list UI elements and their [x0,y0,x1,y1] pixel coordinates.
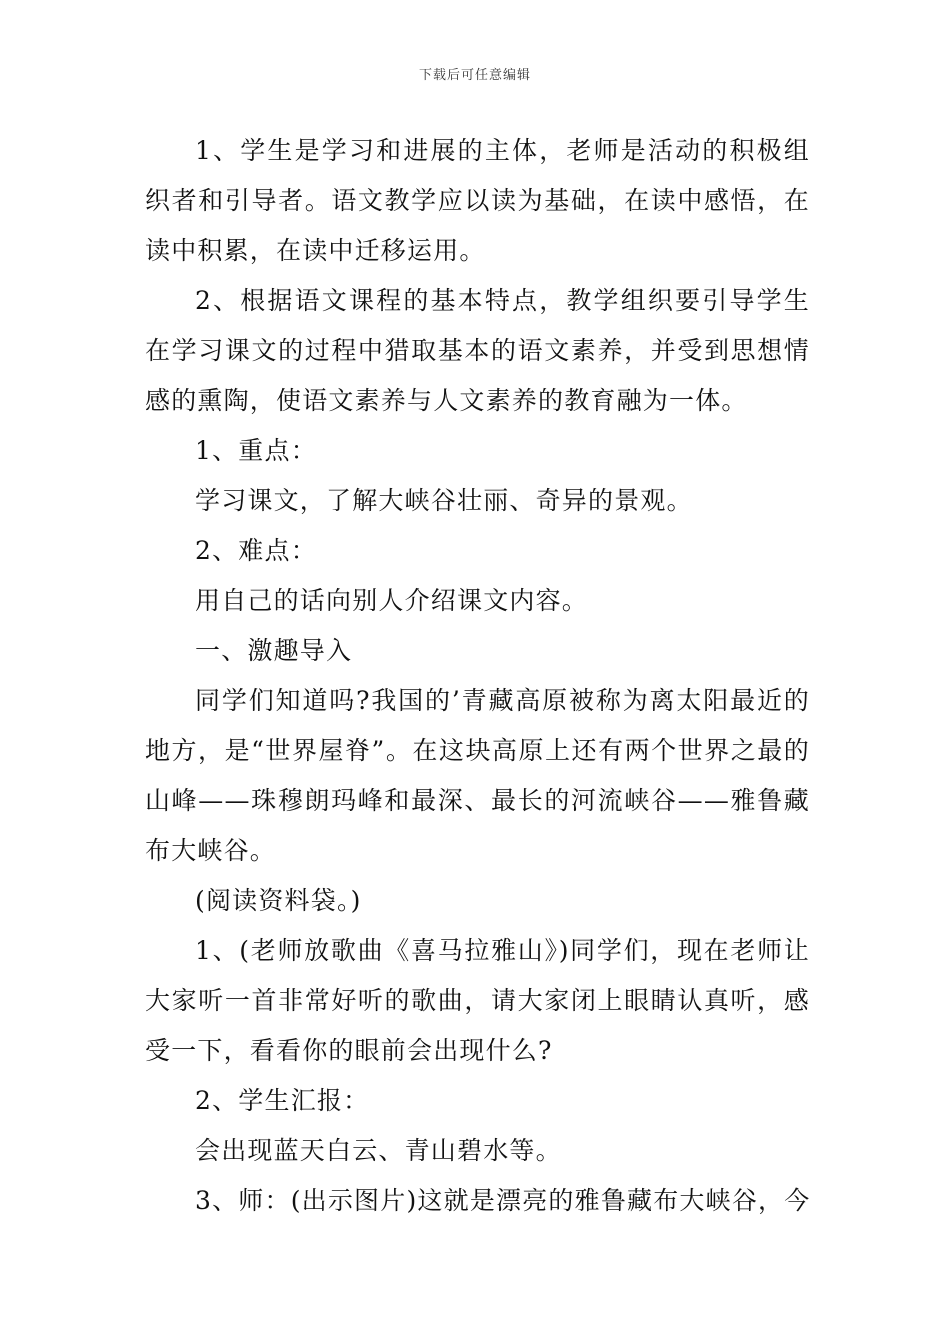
paragraph-difficulty-heading: 2、难点： [195,536,317,565]
paragraph-teacher-picture: 3、师：(出示图片)这就是漂亮的雅鲁藏布大峡谷，今 [195,1186,811,1215]
document-body [145,126,810,1226]
paragraph-student-report-heading: 2、学生汇报： [195,1086,370,1115]
paragraph-key-point-content: 学习课文，了解大峡谷壮丽、奇异的景观。 [195,486,693,515]
paragraph-teaching-principle-2: 2、根据语文课程的基本特点，教学组织要引导学生在学习课文的过程中猎取基本的语文素养，并受到思想情感的熏陶，使语文素养与人文素养的教育融为一体。 [145,286,810,415]
paragraph-section-heading: 一、激趣导入 [195,636,353,665]
page-header: 下载后可任意编辑 [418,68,531,83]
paragraph-student-report-content: 会出现蓝天白云、青山碧水等。 [195,1136,562,1165]
paragraph-teaching-principle-1: 1、学生是学习和进展的主体，老师是活动的积极组织者和引导者。语文教学应以读为基础，在读中感悟，在读中积累，在读中迁移运用。 [145,136,810,265]
paragraph-reading-materials: (阅读资料袋。) [195,886,362,915]
paragraph-difficulty-content: 用自己的话向别人介绍课文内容。 [195,586,589,615]
paragraph-key-point-heading: 1、重点： [195,436,317,465]
paragraph-introduction: 同学们知道吗?我国的’青藏高原被称为离太阳最近的地方，是“世界屋脊”。在这块高原上还有两个世界之最的山峰——珠穆朗玛峰和最深、最长的河流峡谷——雅鲁藏布大峡谷。 [145,686,810,865]
paragraph-song-activity: 1、(老师放歌曲《喜马拉雅山》)同学们，现在老师让大家听一首非常好听的歌曲，请大家闭上眼睛认真听，感受一下，看看你的眼前会出现什么? [145,936,810,1065]
